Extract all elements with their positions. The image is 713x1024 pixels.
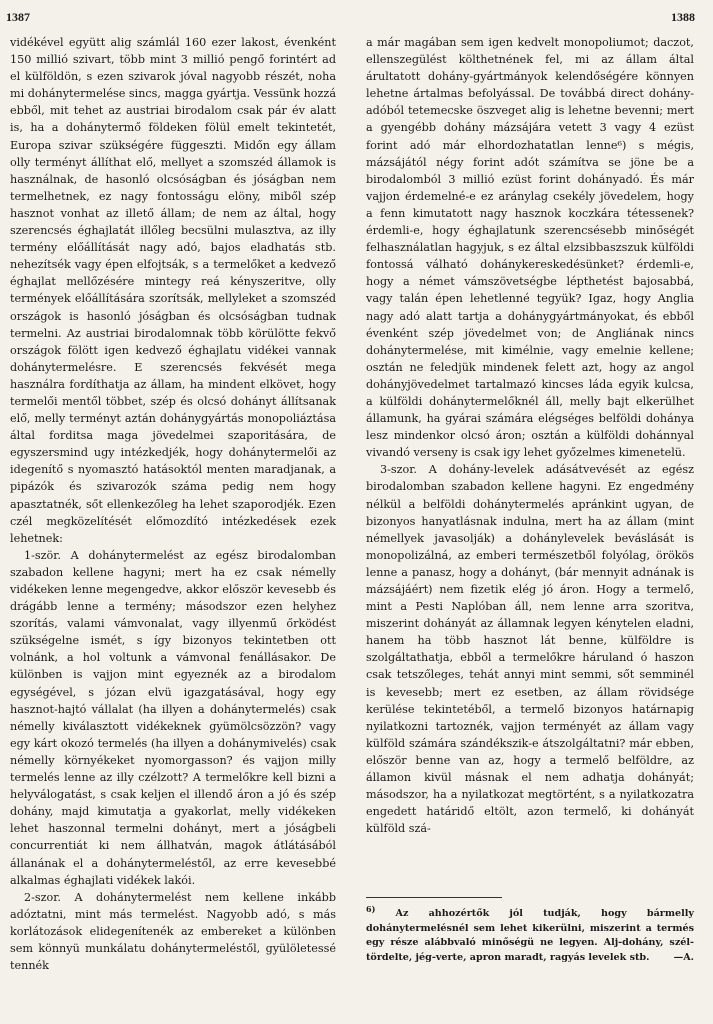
paragraph: vidékével együtt alig számlál 160 ezer lakost, évenként 150 millió szivart, több mint 3 millió pengő forintért ad el külföldön, s ezen szivarok jóval nagyobb részét, noha mi dohánytermelése sincs, magga gyártja. Vessünk hozzá ebből, mit tehet az austriai birodalom csak pár év alatt is, ha a dohánytermő földeken fölül emelt tekintetét, Europa szivar szükségére függeszti. Midőn egy állam olly terményt állíthat elő, mellyet a szomszéd államok is használnak, de hasonló olcsóságban és jóságban nem termelhetnek, ez nagy fontosságu elöny, miből szép hasznot vonhat az illető állam; de nem az által, hogy szerencsés éghajlatát illőleg becsülni mulasztva, az illy termény előállítását nagy adó, bajos eladhatás stb. nehezítsék vagy épen elfojtsák, s a termelőket a kedvező éghajlat mellőzésére mintegy reá kényszeritve, olly termények előállítására szorítsák, mellyleket a szomszéd országok is hasonló jóságban és olcsóságban tudnak termelni. Az austriai birodalomnak több körülötte fekvő országok fölött igen kedvező éghajlatu vidékei vannak dohánytermelésre. E szerencsés fekvését mega használra fordíthatja az állam, ha mindent elkövet, hogy termelői mentől többet, szép és olcsó dohányt állítsanak elő, melly terményt aztán dohánygyártás monopoliáztása által forditsa maga jövedelmei szaporitására, de egyszersmind ugy intézkedjék, hogy dohánytermelői az idegenítő s nyomasztó hatásoktól menten maradjanak, a pipázók és szivarozók száma pedig nem hogy apasztatnék, sőt ellenkezőleg ha lehet szaporodjék. Ezen czél megközelítését előmozdító intézkedések ezek lehetnek:	[10, 36, 336, 545]
page-number-right: 1388	[671, 10, 695, 24]
paragraph: 1-ször. A dohánytermelést az egész birodalomban szabadon kellene hagyni; mert ha ez csak némelly vidékeken lenne megengedve, akkor először kevesebb és drágább lenne a termény; másodszor ezen helyhez szorítás, valami vámvonalat, vagy illyenmű őrködést szükségelne ismét, s így bizonyos tekintetben ott volnánk, a hol voltunk a vámvonal fenállásakor. De különben is vajjon mint egyeznék az a birodalom egységével, s józan elvü igazgatásával, hogy egy hasznot-hajtó vállalat (ha illyen a dohánytermelés) csak némelly kiválasztott vidékeknek gyümölcsözzön? vagy egy kárt okozó termelés (ha illyen a dohánymivelés) csak némelly környékeket nyomorgasson? és vajjon milly termelés lenne az illy czélzott? A termelőkre kell bizni a helyválogatást, s csak keljen el illendő áron a jó és szép dohány, majd kimutatja a gyakorlat, melly vidékeken lehet haszonnal termelni dohányt, mert a jóságbeli concurrentiát ki nem állhatván, magok átlátásából állanának el a dohánytermeléstől, az erre kevesebbé alkalmas éghajlati vidékek lakói.	[10, 548, 336, 887]
footnote	[366, 902, 694, 966]
footnote-divider	[366, 897, 502, 898]
footnote-signature: —A.	[673, 951, 694, 963]
paragraph: a már magában sem igen kedvelt monopoliumot; daczot, ellenszegülést költhetnének fel, mi az állam által árultatott dohány-gyártmányok kelendőségére könnyen lehetne ártalmas befolyással. De továbbá direct dohány-adóból tetemecske öszveget alig is lehetne bevenni; mert a gyengébb dohány mázsájára vetett 3 vagy 4 ezüst forint adó már elhordozhatatlan lenne⁶) s mégis, mázsájától négy forint adót számítva se jöne be a birodalomból 3 millió ezüst forint dohányadó. És már vajjon érdemelné-e ez aránylag csekély jövedelem, hogy a fenn kimutatott nagy hasznok koczkára tétessenek? érdemli-e, hogy éghajlatunk szerencsésebb minőségét felhasználatlan hagyjuk, s ez által elzsibbaszszuk külföldi fontossá válható dohánykereskedésünket? érdemli-e, hogy a német vámszövetségbe lépthetést bajosabbá, vagy talán épen lehetlenné tegyük? Igaz, hogy Anglia nagy adó alatt tartja a dohánygyártmányokat, és ebből évenként szép jövedelmet von; de Angliának nincs dohánytermelése, mit kimélnie, vagy emelnie kellene; osztán ne feledjük mindenek felett azt, hogy az angol dohányjövedelmet tartalmazó kincses láda egyik kulcsa, a külföldi dohánytermelőknél áll, melly bajt elkerülhet államunk, ha gyárai számára elégséges belföldi dohánya lesz mindenkor olcsó áron; osztán a külföldi dohánnyal vivandó verseny is csak igy lehet győzelmes kimenetelü.	[366, 36, 694, 460]
footnote-text: Az ahhozértők jól tudják, hogy bármelly dohánytermelésnél sem lehet kikerülni, miszerint a termés egy része alábbvaló minőségü ne legyen. Alj-dohány, szél-tördelte, jég-verte, apron maradt, ragyás levelek stb.	[366, 908, 694, 963]
page-number-left: 1387	[6, 10, 30, 24]
right-column	[366, 34, 694, 837]
footnote-mark: 6)	[366, 904, 376, 914]
paragraph: 3-szor. A dohány-levelek adásátvevését az egész birodalomban szabadon kellene hagyni. Ez engedmény nélkül a belföldi dohánytermelés apránkint ugyan, de bizonyos hanyatlásnak indulna, mert ha az állam (mint némellyek javasolják) a dohánylevelek beváslását is monopolizálná, az emberi természetből folyólag, örökös lenne a panasz, hogy a dohányt, (bár mennyit adnának is mázsájáért) nem fizetik elég jó áron. Hogy a termelő, mint a Pesti Naplóban áll, nem lenne arra szoritva, miszerint dohányát az államnak legyen kénytelen eladni, hanem ha több hasznot lát benne, külföldre is szolgáltathatja, ebből a termelőkre háruland ó haszon csak tetszőleges, tehát annyi mint semmi, sőt semminél is kevesebb; mert ez esetben, az állam rövidsége kerülése tekintetéből, a termelő bizonyos határnapig nyilatkozni tartoznék, vajjon terményét az állam vagy külföld számára szándékszik-e átszolgáltatni? már ebben, először benne van az, hogy a termelő belföldre, az államon kivül másnak el nem adhatja dohányát; másodszor, ha a nyilatkozat megtörtént, s a nyilatkozatra engedett határidő eltölt, azon termelő, ki dohányát külföld szá-	[366, 463, 694, 836]
left-column	[10, 34, 336, 974]
paragraph: 2-szor. A dohánytermelést nem kellene inkább adóztatni, mint más termelést. Nagyobb adó, s más korlátozások elidegenítenék az embereket a különben sem könnyü munkálatu dohánytermeléstől, gyülöletessé tennék	[10, 890, 336, 973]
